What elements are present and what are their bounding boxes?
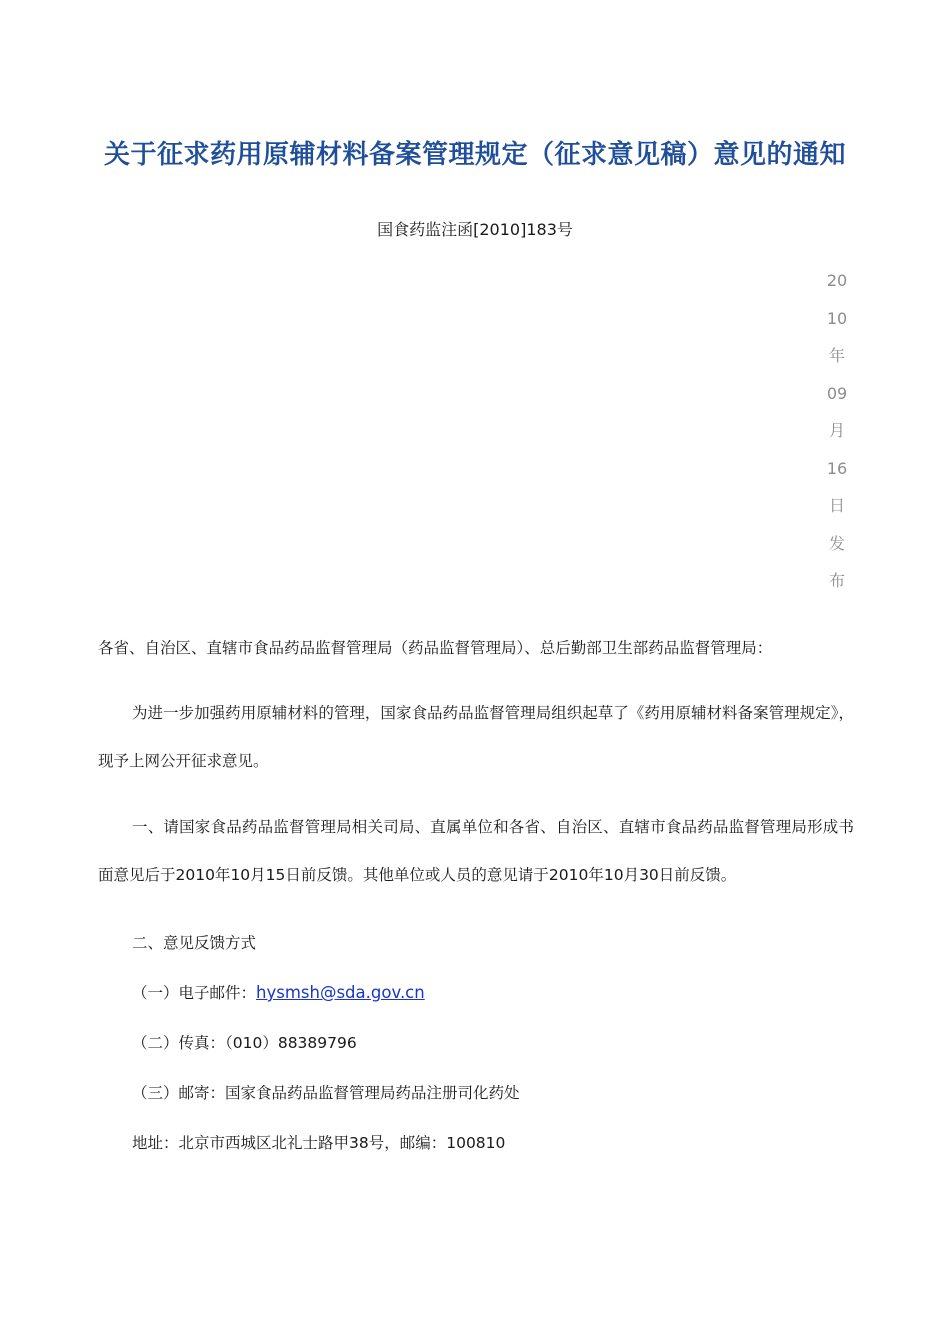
date-part: 发 [828,533,845,553]
date-part: 月 [828,421,845,440]
publish-date [817,268,857,606]
address-line: 地址：北京市西城区北礼士路甲38号，邮编：100810 [132,1134,506,1152]
date-part: 09 [826,383,848,403]
feedback-heading: 二、意见反馈方式 [132,934,257,952]
document-title: 关于征求药用原辅材料备案管理规定（征求意见稿）意见的通知 [103,140,846,170]
mail-line: （三）邮寄：国家食品药品监督管理局药品注册司化药处 [132,1084,520,1102]
fax-line: （二）传真：（010）88389796 [132,1034,357,1052]
date-part: 10 [826,308,848,328]
intro-paragraph: 为进一步加强药用原辅材料的管理，国家食品药品监督管理局组织起草了《药用原辅材料备案管理规定》，现予上网公开征求意见。 [98,704,854,770]
date-part: 布 [828,571,845,590]
email-label: （一）电子邮件： [132,984,257,1002]
item-one-paragraph: 一、请国家食品药品监督管理局相关司局、直属单位和各省、自治区、直辖市食品药品监督管理局形成书面意见后于2010年10月15日前反馈。其他单位或人员的意见请于2010年10月30日前反馈。 [98,818,854,884]
email-line [132,981,425,1003]
date-part: 年 [828,346,845,365]
date-part: 日 [828,496,845,515]
email-link[interactable]: hysmsh@sda.gov.cn [256,983,425,1002]
salutation: 各省、自治区、直辖市食品药品监督管理局（药品监督管理局）、总后勤部卫生部药品监督管理局： [98,639,773,657]
date-part: 16 [826,458,848,478]
document-number: 国食药监注函[2010]183号 [377,220,573,239]
date-part: 20 [826,271,848,290]
